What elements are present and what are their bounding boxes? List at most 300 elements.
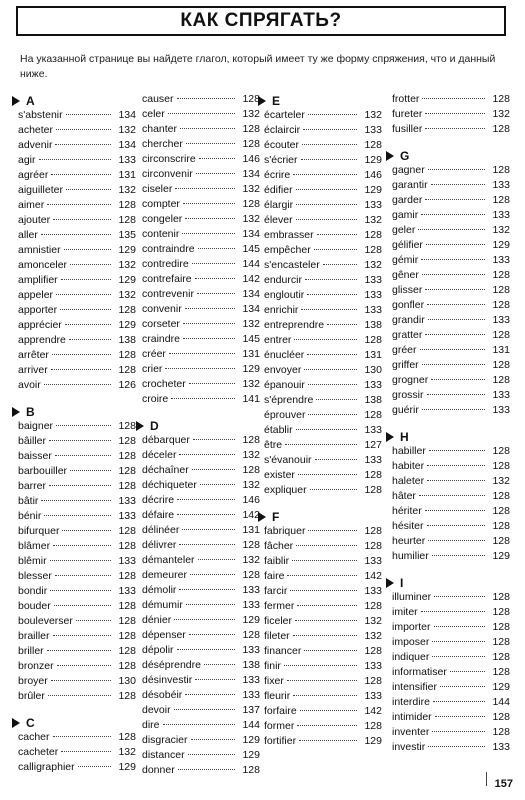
verb-entry [142, 318, 260, 333]
page-reference: 128 [364, 139, 382, 151]
page-reference: 128 [118, 480, 136, 492]
dot-leader [53, 635, 111, 636]
verb-entry [392, 621, 510, 636]
dot-leader [421, 611, 485, 612]
page-reference: 134 [242, 228, 260, 240]
verb-name: bouder [18, 600, 51, 612]
dot-leader [296, 545, 357, 546]
verb-name: défaire [142, 509, 175, 521]
verb-name: déceler [142, 449, 177, 461]
verb-entry [264, 540, 382, 555]
dot-leader [66, 114, 111, 115]
verb-name: appeler [18, 289, 54, 301]
verb-entry [392, 93, 510, 108]
page-reference: 128 [242, 539, 260, 551]
dot-leader [179, 544, 235, 545]
dot-leader [56, 294, 111, 295]
verb-name: bâiller [18, 435, 47, 447]
page-reference: 132 [364, 109, 382, 121]
verb-name: contraindre [142, 243, 195, 255]
verb-entry [392, 550, 510, 565]
verb-entry [392, 681, 510, 696]
verb-name: inventer [392, 726, 430, 738]
dot-leader [168, 113, 235, 114]
verb-entry [142, 333, 260, 348]
page-reference: 131 [364, 349, 382, 361]
verb-name: établir [264, 424, 293, 436]
verb-name: gélifier [392, 239, 423, 251]
index-column-4 [392, 93, 510, 756]
page-reference: 128 [118, 435, 136, 447]
verb-entry [142, 719, 260, 734]
verb-name: dire [142, 719, 160, 731]
verb-entry [18, 304, 136, 319]
verb-entry [18, 379, 136, 394]
verb-entry [392, 194, 510, 209]
verb-name: fabriquer [264, 525, 306, 537]
verb-entry [18, 761, 136, 776]
page-reference: 128 [492, 520, 510, 532]
page-reference: 128 [118, 600, 136, 612]
verb-name: agir [18, 154, 36, 166]
page-reference: 133 [364, 289, 382, 301]
section-letter: A [26, 94, 35, 108]
dot-leader [53, 219, 111, 220]
verb-name: enrichir [264, 304, 299, 316]
verb-name: contrevenir [142, 288, 194, 300]
page-reference: 129 [242, 734, 260, 746]
verb-name: faire [264, 570, 285, 582]
page-number: 157 [494, 778, 513, 790]
page-reference: 133 [118, 585, 136, 597]
verb-entry [392, 389, 510, 404]
dot-leader [193, 439, 235, 440]
page-reference: 128 [492, 726, 510, 738]
verb-name: imposer [392, 636, 430, 648]
dot-leader [192, 469, 235, 470]
page-reference: 129 [242, 363, 260, 375]
page-reference: 133 [242, 599, 260, 611]
dot-leader [51, 680, 111, 681]
dot-leader [422, 98, 485, 99]
page-reference: 128 [364, 484, 382, 496]
verb-entry [392, 299, 510, 314]
verb-name: corseter [142, 318, 180, 330]
dot-leader [301, 309, 357, 310]
page-reference: 131 [242, 524, 260, 536]
verb-entry [264, 214, 382, 229]
dot-leader [307, 354, 357, 355]
page-reference: 128 [118, 615, 136, 627]
dot-leader [44, 384, 111, 385]
dot-leader [54, 605, 111, 606]
page-reference: 128 [492, 666, 510, 678]
verb-name: fermer [264, 600, 295, 612]
page-reference: 138 [242, 659, 260, 671]
verb-name: amonceler [18, 259, 68, 271]
dot-leader [180, 128, 235, 129]
verb-entry [142, 509, 260, 524]
verb-entry [392, 284, 510, 299]
verb-entry [264, 199, 382, 214]
verb-name: convenir [142, 303, 182, 315]
page-reference: 132 [118, 124, 136, 136]
verb-entry [392, 164, 510, 179]
page-reference: 131 [118, 169, 136, 181]
dot-leader [192, 263, 235, 264]
dot-leader [198, 248, 235, 249]
verb-entry [18, 731, 136, 746]
dot-leader [69, 339, 111, 340]
verb-name: gamir [392, 209, 419, 221]
verb-name: fusiller [392, 123, 423, 135]
page-reference: 128 [118, 304, 136, 316]
page-reference: 128 [242, 464, 260, 476]
page-reference: 144 [242, 258, 260, 270]
page-reference: 128 [118, 660, 136, 672]
verb-name: édifier [264, 184, 293, 196]
verb-name: barbouiller [18, 465, 68, 477]
verb-entry [264, 660, 382, 675]
verb-entry [142, 378, 260, 393]
section-letter: E [272, 94, 281, 108]
verb-name: investir [392, 741, 426, 753]
verb-entry [392, 591, 510, 606]
page-reference: 132 [118, 259, 136, 271]
dot-leader [169, 353, 235, 354]
verb-name: cacher [18, 731, 50, 743]
dot-leader [61, 279, 111, 280]
dot-leader [304, 369, 357, 370]
verb-entry [392, 224, 510, 239]
dot-leader [422, 364, 485, 365]
dot-leader [70, 470, 111, 471]
page-reference: 133 [118, 510, 136, 522]
page-reference: 128 [118, 465, 136, 477]
page-reference: 130 [364, 364, 382, 376]
dot-leader [76, 620, 111, 621]
verb-entry [264, 585, 382, 600]
section-heading [142, 418, 260, 434]
dot-leader [53, 736, 111, 737]
verb-entry [18, 420, 136, 435]
verb-entry [18, 675, 136, 690]
verb-name: donner [142, 764, 175, 776]
verb-entry [142, 228, 260, 243]
dot-leader [287, 680, 357, 681]
page-reference: 132 [242, 449, 260, 461]
verb-name: envoyer [264, 364, 302, 376]
page-reference: 145 [242, 333, 260, 345]
dot-leader [171, 398, 235, 399]
verb-name: fortifier [264, 735, 297, 747]
section-heading [18, 404, 136, 420]
dot-leader [56, 129, 111, 130]
verb-entry [264, 600, 382, 615]
dot-leader [425, 334, 485, 335]
page-reference: 134 [242, 288, 260, 300]
dot-leader [296, 219, 357, 220]
page-reference: 133 [364, 585, 382, 597]
dot-leader [450, 671, 485, 672]
page-number-divider [486, 772, 487, 786]
dot-leader [296, 204, 357, 205]
page-reference: 128 [118, 199, 136, 211]
dot-leader [185, 694, 235, 695]
verb-entry [392, 535, 510, 550]
triangle-arrow-icon [386, 578, 394, 588]
verb-name: grogner [392, 374, 429, 386]
verb-name: barrer [18, 480, 47, 492]
verb-entry [392, 329, 510, 344]
page-reference: 128 [492, 299, 510, 311]
dot-leader [315, 459, 357, 460]
page-reference: 128 [364, 229, 382, 241]
page-reference: 128 [492, 269, 510, 281]
verb-name: intimider [392, 711, 432, 723]
dot-leader [186, 143, 235, 144]
verb-entry [142, 554, 260, 569]
verb-entry [392, 209, 510, 224]
verb-entry [264, 720, 382, 735]
page-reference: 129 [118, 761, 136, 773]
verb-entry [392, 344, 510, 359]
page-reference: 128 [364, 540, 382, 552]
dot-leader [55, 575, 111, 576]
page-reference: 132 [242, 318, 260, 330]
verb-entry [264, 570, 382, 585]
verb-entry [392, 606, 510, 621]
verb-entry [264, 184, 382, 199]
verb-entry [264, 169, 382, 184]
verb-entry [264, 735, 382, 750]
verb-entry [392, 490, 510, 505]
dot-leader [435, 716, 485, 717]
page-reference: 128 [492, 460, 510, 472]
section-letter: C [26, 716, 35, 730]
verb-entry [264, 484, 382, 499]
intro-text: На указанной странице вы найдете глагол, который имеет ту же форму спряжения, что и данный ниже. [20, 53, 496, 80]
page-reference: 128 [492, 490, 510, 502]
page-reference: 146 [242, 153, 260, 165]
verb-entry [142, 363, 260, 378]
verb-name: s'encasteler [264, 259, 320, 271]
dot-leader [182, 233, 235, 234]
page-reference: 128 [118, 214, 136, 226]
page-title: КАК СПРЯГАТЬ? [180, 10, 342, 31]
verb-name: s'évanouir [264, 454, 312, 466]
verb-name: crier [142, 363, 163, 375]
dot-leader [51, 369, 111, 370]
page-reference: 128 [242, 569, 260, 581]
verb-name: apprendre [18, 334, 66, 346]
verb-name: éprouver [264, 409, 306, 421]
verb-name: circonvenir [142, 168, 193, 180]
page-reference: 133 [364, 690, 382, 702]
section-letter: F [272, 510, 280, 524]
page-reference: 128 [364, 600, 382, 612]
dot-leader [185, 308, 235, 309]
page-title-box [16, 6, 506, 36]
verb-entry [142, 93, 260, 108]
dot-leader [297, 725, 357, 726]
verb-entry [18, 645, 136, 660]
dot-leader [293, 174, 357, 175]
section-letter: D [150, 419, 159, 433]
page-reference: 128 [118, 731, 136, 743]
dot-leader [427, 394, 485, 395]
section-heading [264, 509, 382, 525]
verb-entry [18, 746, 136, 761]
dot-leader [308, 414, 357, 415]
page-reference: 128 [492, 505, 510, 517]
page-reference: 128 [492, 329, 510, 341]
verb-name: humilier [392, 550, 429, 562]
verb-name: exister [264, 469, 295, 481]
dot-leader [425, 128, 485, 129]
verb-entry [264, 690, 382, 705]
verb-entry [18, 319, 136, 334]
verb-entry [392, 711, 510, 726]
page-reference: 133 [364, 660, 382, 672]
dot-leader [299, 740, 357, 741]
page-reference: 128 [492, 606, 510, 618]
page-reference: 128 [364, 469, 382, 481]
verb-name: entreprendre [264, 319, 325, 331]
page-reference: 133 [492, 741, 510, 753]
dot-leader [185, 218, 235, 219]
verb-name: apporter [18, 304, 58, 316]
verb-name: fileter [264, 630, 290, 642]
dot-leader [434, 596, 485, 597]
verb-entry [264, 454, 382, 469]
verb-name: compter [142, 198, 180, 210]
page-reference: 129 [242, 614, 260, 626]
dot-leader [425, 199, 485, 200]
page-reference: 129 [118, 274, 136, 286]
dot-leader [163, 724, 235, 725]
verb-name: avoir [18, 379, 41, 391]
verb-name: fixer [264, 675, 284, 687]
verb-entry [264, 319, 382, 334]
verb-entry [264, 555, 382, 570]
page-reference: 129 [242, 749, 260, 761]
dot-leader [78, 766, 111, 767]
verb-name: démolir [142, 584, 177, 596]
verb-entry [264, 675, 382, 690]
verb-name: grossir [392, 389, 424, 401]
dot-leader [179, 454, 235, 455]
page-reference: 132 [118, 746, 136, 758]
verb-entry [18, 465, 136, 480]
verb-entry [142, 108, 260, 123]
dot-leader [174, 709, 235, 710]
page-reference: 128 [492, 374, 510, 386]
verb-entry [264, 334, 382, 349]
page-reference: 132 [118, 289, 136, 301]
verb-entry [392, 696, 510, 711]
verb-name: dénier [142, 614, 172, 626]
dot-leader [421, 259, 485, 260]
dot-leader [287, 575, 357, 576]
verb-entry [264, 394, 382, 409]
dot-leader [427, 304, 485, 305]
verb-name: démanteler [142, 554, 195, 566]
page-reference: 135 [118, 229, 136, 241]
dot-leader [432, 731, 485, 732]
verb-entry [18, 435, 136, 450]
dot-leader [189, 383, 235, 384]
dot-leader [314, 249, 357, 250]
verb-name: hâter [392, 490, 416, 502]
page-reference: 133 [492, 254, 510, 266]
dot-leader [427, 480, 485, 481]
dot-leader [177, 98, 235, 99]
dot-leader [440, 686, 485, 687]
page-reference: 144 [492, 696, 510, 708]
verb-entry [142, 539, 260, 554]
triangle-arrow-icon [12, 96, 20, 106]
page-reference: 128 [242, 629, 260, 641]
dot-leader [174, 619, 235, 620]
page-reference: 129 [364, 184, 382, 196]
triangle-arrow-icon [386, 432, 394, 442]
verb-name: ajouter [18, 214, 51, 226]
verb-entry [264, 469, 382, 484]
verb-name: distancer [142, 749, 185, 761]
dot-leader [432, 656, 485, 657]
dot-leader [432, 555, 485, 556]
section-heading [392, 429, 510, 445]
dot-leader [308, 384, 357, 385]
page-reference: 128 [242, 198, 260, 210]
page-reference: 132 [364, 214, 382, 226]
verb-name: interdire [392, 696, 430, 708]
verb-entry [392, 651, 510, 666]
verb-entry [392, 475, 510, 490]
verb-name: gémir [392, 254, 419, 266]
page-reference: 146 [364, 169, 382, 181]
dot-leader [327, 324, 357, 325]
verb-entry [18, 660, 136, 675]
verb-name: indiquer [392, 651, 430, 663]
verb-entry [18, 690, 136, 705]
page-reference: 146 [242, 494, 260, 506]
verb-entry [18, 334, 136, 349]
verb-entry [18, 184, 136, 199]
dot-leader [47, 204, 111, 205]
dot-leader [51, 174, 111, 175]
triangle-arrow-icon [12, 718, 20, 728]
page-reference: 128 [242, 138, 260, 150]
section-letter: B [26, 405, 35, 419]
section-letter: G [400, 149, 410, 163]
verb-name: forfaire [264, 705, 297, 717]
dot-leader [422, 274, 485, 275]
verb-name: déséprendre [142, 659, 201, 671]
verb-entry [264, 124, 382, 139]
dot-leader [182, 529, 235, 530]
verb-entry [142, 659, 260, 674]
page-reference: 128 [492, 194, 510, 206]
page-reference: 144 [242, 719, 260, 731]
verb-entry [142, 213, 260, 228]
dot-leader [298, 474, 357, 475]
page-reference: 132 [242, 213, 260, 225]
verb-name: gréer [392, 344, 417, 356]
page-reference: 128 [492, 711, 510, 723]
page-reference: 129 [364, 154, 382, 166]
